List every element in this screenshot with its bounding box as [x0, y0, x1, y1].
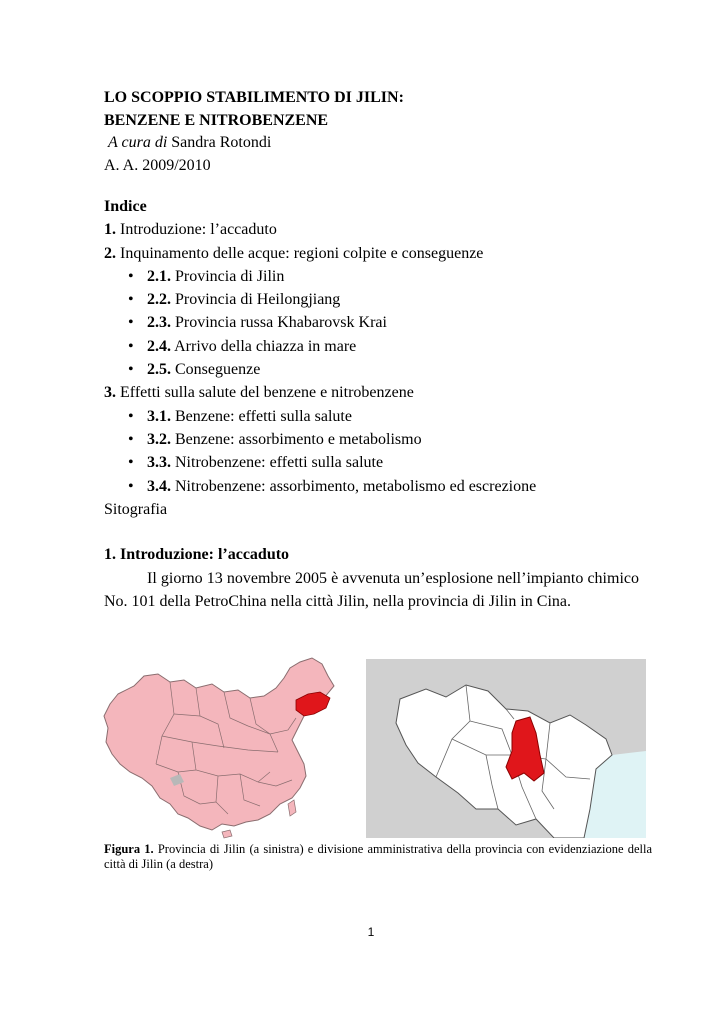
- figure-label: Figura 1.: [104, 842, 154, 856]
- china-map-figure: [100, 654, 350, 839]
- toc-item-2-4: • 2.4. Arrivo della chiazza in mare: [104, 335, 664, 358]
- section-paragraph: Il giorno 13 novembre 2005 è avvenuta un’esplosione nell’impianto chimico No. 101 della PetroChina nella città Jilin, nella provincia di Jilin in Cina.: [104, 569, 639, 610]
- toc-item-1: 1. Introduzione: l’accaduto: [104, 221, 277, 239]
- bullet-icon: •: [128, 430, 134, 448]
- page-number: 1: [367, 925, 375, 939]
- toc-item-2-3: • 2.3. Provincia russa Khabarovsk Krai: [104, 311, 664, 334]
- hainan-island: [222, 830, 232, 838]
- figure-caption: [104, 842, 652, 872]
- bullet-icon: •: [128, 361, 134, 379]
- toc-item-2: 2. Inquinamento delle acque: regioni colpite e conseguenze: [104, 244, 484, 262]
- toc-item-2-1: • 2.1. Provincia di Jilin: [104, 265, 664, 288]
- bullet-icon: •: [128, 267, 134, 285]
- toc-item-3-4: • 3.4. Nitrobenzene: assorbimento, metabolismo ed escrezione: [104, 475, 664, 498]
- toc-item-3: 3. Effetti sulla salute del benzene e nitrobenzene: [104, 384, 414, 402]
- figure-caption-text: Provincia di Jilin (a sinistra) e divisione amministrativa della provincia con evidenziazione della città di Jilin (a destra): [104, 842, 653, 871]
- toc-item-3-1: • 3.1. Benzene: effetti sulla salute: [104, 405, 664, 428]
- bullet-icon: •: [128, 337, 134, 355]
- toc-item-3-3: • 3.3. Nitrobenzene: effetti sulla salute: [104, 451, 664, 474]
- jilin-division-figure: [366, 659, 646, 838]
- bullet-icon: •: [128, 477, 134, 495]
- toc-heading: Indice: [104, 198, 147, 215]
- bullet-icon: •: [128, 291, 134, 309]
- curated-prefix: A cura di: [108, 134, 168, 151]
- section-heading: 1. Introduzione: l’accaduto: [104, 546, 290, 563]
- bullet-icon: •: [128, 454, 134, 472]
- bullet-icon: •: [128, 407, 134, 425]
- author-line: [104, 132, 404, 155]
- toc-item-2-5: • 2.5. Conseguenze: [104, 358, 664, 381]
- academic-year: A. A. 2009/2010: [104, 156, 211, 174]
- section-introduction: [104, 543, 639, 614]
- table-of-contents: [104, 195, 664, 521]
- bullet-icon: •: [128, 314, 134, 332]
- toc-item-2-2: • 2.2. Provincia di Heilongjiang: [104, 288, 664, 311]
- title-line-2: BENZENE E NITROBENZENE: [104, 111, 329, 129]
- title-line-1: LO SCOPPIO STABILIMENTO DI JILIN:: [104, 89, 404, 106]
- document-title-block: [104, 87, 404, 177]
- taiwan-island: [288, 800, 296, 816]
- toc-item-sitografia: Sitografia: [104, 500, 168, 518]
- author-name: Sandra Rotondi: [171, 134, 272, 151]
- toc-item-3-2: • 3.2. Benzene: assorbimento e metabolismo: [104, 428, 664, 451]
- china-mainland-shape: [104, 658, 334, 830]
